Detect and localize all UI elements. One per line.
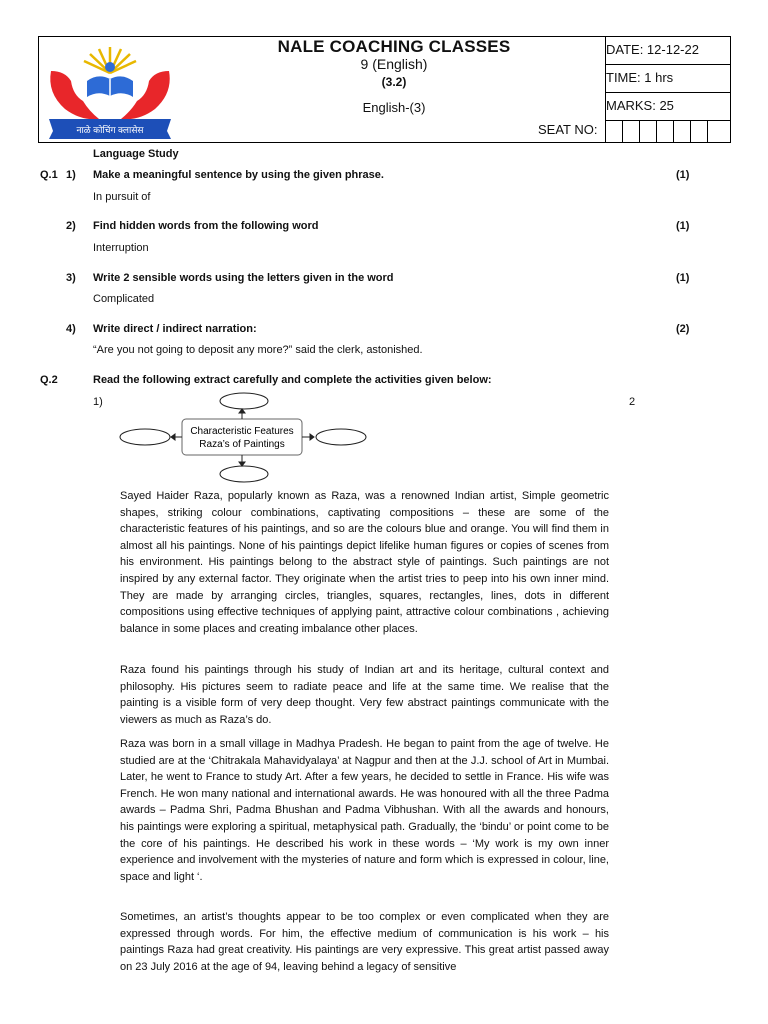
diagram-blank-left[interactable] [120,429,170,445]
logo-text: नाळे कोचिंग क्लासेस [76,125,144,135]
diagram-arrowhead [171,434,175,440]
passage-paragraph: Raza was born in a small village in Madhya Pradesh. He began to paint from the age of twelve. He studied are at the ‘Chitrakala Mahavidyalaya’ at Nagpur and then at the J.J. school of Art in Mumbai. Later, he went to France to study Art. After a few years, he decided to settle in France. His wife was French. He won many national and international awards. He was honoured with all the three Padma awards – Padma Shri, Padma Bhushan and Padma Vibhushan. With all the awards and honours, his paintings were exploring a spiritual, metaphysical path. Gradually, the ‘bindu’ or point come to be the core of his paintings. He described his work in these words – ‘My work is my own inner experience and involvement with the mysteries of nature and form which is expressed in colour, line, space and light ‘. [120,738,609,883]
head-icon [105,62,115,72]
question-2-label: Q.2 [40,374,58,386]
seat-number-box[interactable] [639,121,656,142]
seat-number-box[interactable] [707,121,724,142]
question-marks: (1) [676,272,690,284]
seat-number-box[interactable] [673,121,690,142]
seat-number-box[interactable] [690,121,707,142]
question-word: In pursuit of [93,191,151,203]
question-number: 4) [66,323,76,335]
institute-name: NALE COACHING CLASSES [277,37,511,56]
passage-paragraph: Raza found his paintings through his study of Indian art and its heritage, cultural context and philosophy. His pictures seem to radiate peace and life at the same time. We realise that the painting is a visible form of very deep thought. Very few abstract paintings communicate with the viewers as much as Raza’s do. [120,664,609,726]
question-prompt: Find hidden words from the following word [93,220,319,232]
activity-marks: 2 [629,396,636,408]
web-diagram [110,386,370,486]
paper-code: (3.2) [381,75,407,89]
diagram-arrowhead [239,409,245,413]
question-marks: (1) [676,169,690,181]
seat-number-box[interactable] [605,121,622,142]
header-rule [605,64,730,65]
section-title: Language Study [93,148,179,160]
institute-logo [43,41,177,141]
question-number: 2) [66,220,76,232]
question-prompt: Read the following extract carefully and complete the activities given below: [93,374,492,386]
question-prompt: Write direct / indirect narration: [93,323,257,335]
left-hand-icon [50,71,99,119]
diagram-blank-top[interactable] [220,393,268,409]
paper-title: English-(3) [362,100,426,115]
exam-date: DATE: 12-12-22 [606,42,699,57]
diagram-blank-bottom[interactable] [220,466,268,482]
question-marks: (1) [676,220,690,232]
header-rule [605,92,730,93]
passage-paragraph: Sometimes, an artist’s thoughts appear to be too complex or even complicated when they are expressed through words. For him, the effective medium of communication is his work – his paintings Raza had great creativity. His paintings are very expressive. This great artist passed away on 23 July 2016 at the age of 94, leaving behind a legacy of sensitive [120,911,609,973]
question-word: Interruption [93,242,149,254]
diagram-arrowhead [239,462,245,466]
question-number: 1) [66,169,76,181]
seat-number-label: SEAT NO: [538,122,598,137]
class-name: 9 (English) [360,56,428,72]
question-prompt: Make a meaningful sentence by using the given phrase. [93,169,384,181]
question-word: Complicated [93,293,155,305]
seat-number-box[interactable] [622,121,639,142]
diagram-blank-right[interactable] [316,429,366,445]
diagram-arrowhead [310,434,314,440]
passage-paragraph: Sayed Haider Raza, popularly known as Raza, was a renowned Indian artist, Simple geometric shapes, striking colour combinations, captivating compositions – these are some of the characteristic features of his paintings, and so are the colours blue and orange. You will find them in almost all his paintings. None of his paintings depict lifelike human figures or copies of scenes from his environment. His paintings belong to the abstract style of paintings. Such paintings are not inspired by any external factor. They originate when the artist tries to peep into his own inner mind. They are made by arranging circles, triangles, squares, rectangles, lines, dots in different compositions using effective techniques of applying paint, attractive colour combinations , achieving balance in some places and creating imbalance other places. [120,490,609,635]
question-sentence: “Are you not going to deposit any more?” said the clerk, astonished. [93,344,423,356]
right-hand-icon [121,71,170,119]
seat-number-box[interactable] [656,121,673,142]
diagram-center-line1: Characteristic Features [190,426,294,437]
question-number: 3) [66,272,76,284]
question-1-label: Q.1 [40,169,58,181]
diagram-center-line2: Raza’s of Paintings [199,439,285,450]
question-prompt: Write 2 sensible words using the letters given in the word [93,272,394,284]
activity-number: 1) [93,396,103,408]
exam-marks: MARKS: 25 [606,98,674,113]
exam-time: TIME: 1 hrs [606,70,674,85]
question-marks: (2) [676,323,690,335]
header-box [38,36,731,143]
